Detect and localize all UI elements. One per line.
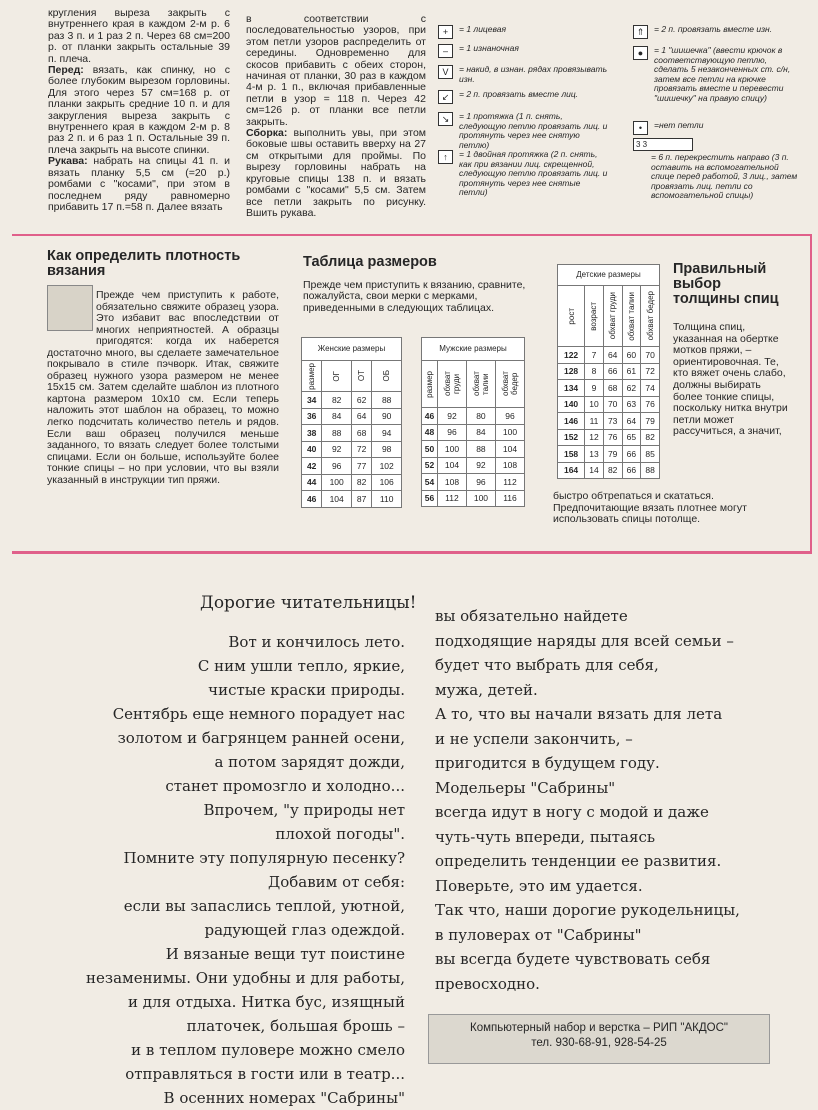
editorial-line: С ним ушли тепло, яркие, [197, 657, 405, 675]
instructions-col2-p1: Сборка: выполнить увы, при этом боковые швы оставить вверху на 27 см открытыми для проймы. По вырезу горловины набрать на круговые спицы 138 п. и вязать ромбами с "косами" 5,5 см. Затем все петли закрыть по рисунку. Вшить рукава. [246, 127, 426, 219]
measure-cell: 88 [322, 425, 352, 442]
measure-cell: 64 [622, 413, 641, 430]
credits-line1: Компьютерный набор и верстка – РИП "АКДОС" [470, 1022, 728, 1034]
measure-cell: 88 [641, 462, 660, 479]
measure-cell: 108 [437, 474, 466, 491]
editorial-line: Помните эту популярную песенку? [123, 849, 405, 867]
kids-header: возраст [589, 301, 599, 331]
measure-cell: 8 [585, 363, 604, 380]
table-row [422, 441, 525, 458]
legend-cable: 3 3 = 6 п. перекрестить направо (3 п. оставить на вспомогательной спице перед работой, 3 лиц., затем провязать лиц. петли со вспомогательной спицы) [633, 138, 803, 201]
no-stitch-icon: • [633, 121, 648, 135]
size-cell: 46 [302, 491, 322, 508]
measure-cell: 70 [603, 396, 622, 413]
density-title: Как определить плотность вязания [47, 248, 241, 279]
editorial-title: Дорогие читательницы! [200, 593, 417, 613]
measure-cell: 66 [603, 363, 622, 380]
measure-cell: 63 [622, 396, 641, 413]
editorial-line: В осенних номерах "Сабрины" [163, 1089, 405, 1107]
editorial-line: плохой погоды". [275, 825, 405, 843]
editorial-line: чуть-чуть впереди, пытаясь [435, 827, 656, 846]
table-row [302, 441, 402, 458]
men-header: размер [424, 370, 434, 398]
measure-cell: 62 [351, 392, 371, 409]
needles-bottom-text: быстро обтрепаться и скататься. Предпочитающие вязать плотнее могут использовать спицы потолще. [553, 490, 747, 526]
size-table-intro: Прежде чем приступить к вязанию, сравните, пожалуйста, свои мерки с мерками, приведенными в следующих таблицах. [303, 279, 526, 314]
measure-cell: 116 [495, 490, 524, 507]
measure-cell: 73 [603, 413, 622, 430]
measure-cell: 70 [641, 347, 660, 364]
editorial-line: И вязаные вещи тут поистине [165, 945, 405, 963]
measure-cell: 64 [603, 347, 622, 364]
editorial-line: и в теплом пуловере можно смело [131, 1041, 405, 1059]
table-row [422, 424, 525, 441]
measure-cell: 14 [585, 462, 604, 479]
editorial-line: и не успели закончить, – [435, 729, 633, 748]
editorial-line: а потом зарядят дожди, [214, 753, 405, 771]
men-caption: Мужские размеры [422, 338, 525, 361]
measure-cell: 98 [372, 441, 402, 458]
density-body: Прежде чем приступить к работе, обязательно свяжите образец узора. Это избавит вас впоследствии от многих неприятностей. А образцы пригодятся: когда их наберется достаточно много, вы сделаете замечательное покрывало в стиле пэчворк. Итак, свяжите образец нужного узора размером не менее 15х15 см. Затем сделайте шаблон из плотного картона размером 10х10 см. Если теперь наложить этот шаблон на образец, то можно легко подсчитать количество петель и рядов. Если ваш образец получился меньше заданного, то вязать следует более толстыми спицами. Если он больше, используйте более тонкие спицы – но при условии, что вы взяли указанный в инструкции тип пряжи. [47, 289, 279, 486]
legend-double-broach: ↑ = 1 двойная протяжка (2 п. снять, как при вязании лиц. скрещенной, следующую петлю провязать лиц. и протянуть через нее снятые петли) [438, 150, 608, 198]
editorial-line: вы всегда будете чувствовать себя [435, 950, 711, 968]
measure-cell: 92 [466, 457, 495, 474]
measure-cell: 74 [641, 380, 660, 397]
kids-size-table [557, 264, 660, 479]
editorial-line: станет промозгло и холодно... [165, 777, 405, 795]
yarn-over-icon: V [438, 65, 453, 79]
measure-cell: 77 [351, 458, 371, 475]
legend-purl: – = 1 изнаночная [438, 44, 608, 58]
measure-cell: 7 [585, 347, 604, 364]
legend-broach: ↘ = 1 протяжка (1 п. снять, следующую петлю провязать лиц. и протянуть через нее снятую петлю) [438, 112, 608, 150]
editorial-line: превосходно. [435, 974, 540, 993]
measure-cell: 112 [495, 474, 524, 491]
measure-cell: 100 [322, 474, 352, 491]
editorial-line: будет что выбрать для себя, [435, 656, 659, 674]
assembly-label: Сборка: [246, 127, 288, 140]
kids-caption: Детские размеры [558, 265, 660, 286]
measure-cell: 87 [351, 491, 371, 508]
measure-cell: 96 [437, 424, 466, 441]
size-cell: 40 [302, 441, 322, 458]
measure-cell: 82 [322, 392, 352, 409]
editorial-line: платочек, большая брошь – [186, 1017, 405, 1035]
measure-cell: 84 [322, 408, 352, 425]
measure-cell: 68 [351, 425, 371, 442]
men-header: обхват груди [442, 371, 461, 397]
measure-cell: 60 [622, 347, 641, 364]
men-size-table [421, 337, 525, 507]
size-cell: 48 [422, 424, 438, 441]
measure-cell: 100 [437, 441, 466, 458]
measure-cell: 65 [622, 429, 641, 446]
measure-cell: 61 [622, 363, 641, 380]
table-row [302, 408, 402, 425]
size-cell: 56 [422, 490, 438, 507]
measure-cell: 112 [437, 490, 466, 507]
legend-no-stitch: • =нет петли [633, 121, 803, 135]
size-cell: 146 [558, 413, 585, 430]
p2tog-icon: ⇑ [633, 25, 648, 39]
plus-icon: + [438, 25, 453, 39]
size-cell: 38 [302, 425, 322, 442]
size-cell: 52 [422, 457, 438, 474]
measure-cell: 9 [585, 380, 604, 397]
k2tog-icon: ↙ [438, 90, 453, 104]
credits-box [428, 1014, 770, 1064]
table-row [422, 474, 525, 491]
men-header: обхват талии [471, 371, 490, 397]
men-header: обхват бедер [500, 371, 519, 397]
measure-cell: 66 [622, 446, 641, 463]
editorial-line: отправляться в гости или в театр... [125, 1065, 405, 1083]
women-header: ОБ [382, 370, 392, 382]
size-cell: 46 [422, 408, 438, 425]
size-cell: 34 [302, 392, 322, 409]
size-cell: 54 [422, 474, 438, 491]
instructions-col2 [246, 14, 426, 219]
measure-cell: 100 [495, 424, 524, 441]
table-row [422, 490, 525, 507]
front-label: Перед: [48, 64, 84, 77]
women-caption: Женские размеры [302, 338, 402, 361]
measure-cell: 110 [372, 491, 402, 508]
bobble-icon: ● [633, 46, 648, 60]
editorial-line: незаменимы. Они удобны и для работы, [86, 969, 405, 987]
women-size-table [301, 337, 402, 508]
editorial-line: пригодится в будущем году. [435, 754, 660, 772]
measure-cell: 94 [372, 425, 402, 442]
dash-icon: – [438, 44, 453, 58]
cable-icon: 3 3 [633, 138, 693, 151]
women-header: размер [307, 362, 317, 390]
editorial-line: вы обязательно найдете [435, 607, 628, 625]
table-row [558, 446, 660, 463]
legend-p2tog: ⇑ = 2 п. провязать вместе изн. [633, 25, 803, 39]
table-row [558, 347, 660, 364]
measure-cell: 12 [585, 429, 604, 446]
size-cell: 50 [422, 441, 438, 458]
measure-cell: 11 [585, 413, 604, 430]
needles-side-text: Толщина спиц, указанная на обертке мотков пряжи, – ориентировочная. Те, кто вяжет очень слабо, должны выбирать более тонкие спицы, поскольку нитка внутри петли может рассучиться, а значит, [673, 321, 788, 438]
editorial-line: если вы запаслись теплой, уютной, [123, 897, 405, 915]
table-row [302, 491, 402, 508]
measure-cell: 10 [585, 396, 604, 413]
table-row [422, 457, 525, 474]
measure-cell: 92 [437, 408, 466, 425]
legend-yarn-over: V = накид, в изнан. рядах провязывать изн. [438, 65, 608, 84]
measure-cell: 88 [466, 441, 495, 458]
measure-cell: 79 [603, 446, 622, 463]
measure-cell: 108 [495, 457, 524, 474]
table-row [558, 363, 660, 380]
editorial-line: золотом и багрянцем ранней осени, [117, 729, 405, 747]
women-header: ОТ [357, 370, 367, 382]
legend-knit: + = 1 лицевая [438, 25, 608, 39]
credits-line2: тел. 930-68-91, 928-54-25 [531, 1037, 667, 1049]
table-row [558, 380, 660, 397]
legend-k2tog: ↙ = 2 п. провязать вместе лиц. [438, 90, 608, 104]
measure-cell: 68 [603, 380, 622, 397]
measure-cell: 104 [495, 441, 524, 458]
table-row [302, 474, 402, 491]
table-row [302, 392, 402, 409]
legend-bobble: ● = 1 "шишечка" (ввести крючок в соответствующую петлю, сделать 5 незаконченных ст. с/н, затем все петли на крючке провязать вместе и перевести "шишечку" на правую спицу) [633, 46, 803, 104]
editorial-line: всегда идут в ногу с модой и даже [435, 803, 709, 821]
measure-cell: 82 [603, 462, 622, 479]
editorial-line: подходящие наряды для всей семьи – [435, 631, 734, 650]
broach-icon: ↘ [438, 112, 453, 126]
size-cell: 140 [558, 396, 585, 413]
measure-cell: 80 [466, 408, 495, 425]
table-row [302, 458, 402, 475]
measure-cell: 13 [585, 446, 604, 463]
measure-cell: 72 [641, 363, 660, 380]
double-broach-icon: ↑ [438, 150, 453, 164]
size-cell: 128 [558, 363, 585, 380]
editorial-line: Поверьте, это им удается. [435, 876, 643, 895]
measure-cell: 92 [322, 441, 352, 458]
editorial-line: радующей глаз одеждой. [204, 921, 405, 939]
measure-cell: 76 [641, 396, 660, 413]
size-cell: 164 [558, 462, 585, 479]
measure-cell: 100 [466, 490, 495, 507]
size-cell: 42 [302, 458, 322, 475]
editorial-line: определить тенденции ее развития. [435, 852, 722, 870]
instructions-col2-p0: в соответствии с последовательностью узоров, при этом петли узоров распределить от середины. Одновременно для скосов прибавить с обеих сторон, начиная от планки, 30 раз в каждом 4-м р. 1 п., включая прибавленные петли в узор = 118 п. Через 42 см=126 р. от планки все петли закрыть. [246, 13, 426, 128]
editorial-line: А то, что вы начали вязать для лета [435, 705, 723, 723]
table-row [558, 462, 660, 479]
editorial-line: чистые краски природы. [208, 681, 405, 699]
measure-cell: 104 [437, 457, 466, 474]
instructions-col1-p2: Рукава: набрать на спицы 41 п. и вязать планку 5,5 см (=20 р.) ромбами с "косами", при этом в последнем ряду равномерно прибавить 17 п.=58 п. Далее вязать [48, 155, 230, 213]
table-row [302, 425, 402, 442]
measure-cell: 106 [372, 474, 402, 491]
table-row [558, 396, 660, 413]
measure-cell: 102 [372, 458, 402, 475]
measure-cell: 62 [622, 380, 641, 397]
size-table-title: Таблица размеров [303, 254, 437, 270]
measure-cell: 104 [322, 491, 352, 508]
measure-cell: 66 [622, 462, 641, 479]
instructions-col1-p0: кругления выреза закрыть с внутреннего края в каждом 2-м р. 6 раз 3 п. и 1 раз 2 п. Через 68 см=200 р. от планки закрыть остальные 39 п. плеча. [48, 7, 230, 65]
editorial-line: и для отдыха. Нитка бус, изящный [128, 993, 405, 1011]
measure-cell: 72 [351, 441, 371, 458]
instructions-col1 [48, 8, 230, 213]
editorial-line: в пуловерах от "Сабрины" [435, 925, 642, 944]
editorial-line: мужа, детей. [435, 680, 538, 699]
women-header: ОГ [332, 370, 342, 382]
measure-cell: 96 [466, 474, 495, 491]
measure-cell: 76 [603, 429, 622, 446]
editorial-line: Модельеры "Сабрины" [435, 778, 616, 797]
editorial-line: Добавим от себя: [268, 873, 405, 891]
instructions-col1-p1: Перед: вязать, как спинку, но с более глубоким вырезом горловины. Для этого через 57 см=168 р. от планки закрыть средние 10 п. и для закругления выреза закрыть с внутреннего края в каждом 2-м р. 8 раз 2 п. и 6 раз 1 п. Остальные 39 п. плеча закрыть на высоте спинки. [48, 64, 230, 156]
table-row [558, 413, 660, 430]
size-cell: 134 [558, 380, 585, 397]
size-cell: 122 [558, 347, 585, 364]
measure-cell: 96 [495, 408, 524, 425]
sleeves-label: Рукава: [48, 155, 88, 168]
size-cell: 36 [302, 408, 322, 425]
editorial-line: Впрочем, "у природы нет [203, 801, 405, 819]
measure-cell: 82 [641, 429, 660, 446]
measure-cell: 90 [372, 408, 402, 425]
kids-header: обхват талии [626, 291, 636, 341]
table-row [422, 408, 525, 425]
editorial-line: Так что, наши дорогие рукодельницы, [435, 901, 740, 919]
needles-title: Правильный выбор толщины спиц [673, 261, 779, 307]
kids-header: обхват груди [608, 292, 618, 340]
table-row [558, 429, 660, 446]
measure-cell: 64 [351, 408, 371, 425]
measure-cell: 84 [466, 424, 495, 441]
editorial-line: Вот и кончилось лето. [228, 633, 405, 651]
size-cell: 44 [302, 474, 322, 491]
kids-header: обхват бедер [645, 291, 655, 341]
editorial-line: Сентябрь еще немного порадует нас [112, 705, 405, 723]
measure-cell: 79 [641, 413, 660, 430]
measure-cell: 82 [351, 474, 371, 491]
kids-header: рост [566, 307, 576, 325]
size-cell: 152 [558, 429, 585, 446]
size-cell: 158 [558, 446, 585, 463]
measure-cell: 88 [372, 392, 402, 409]
measure-cell: 85 [641, 446, 660, 463]
measure-cell: 96 [322, 458, 352, 475]
